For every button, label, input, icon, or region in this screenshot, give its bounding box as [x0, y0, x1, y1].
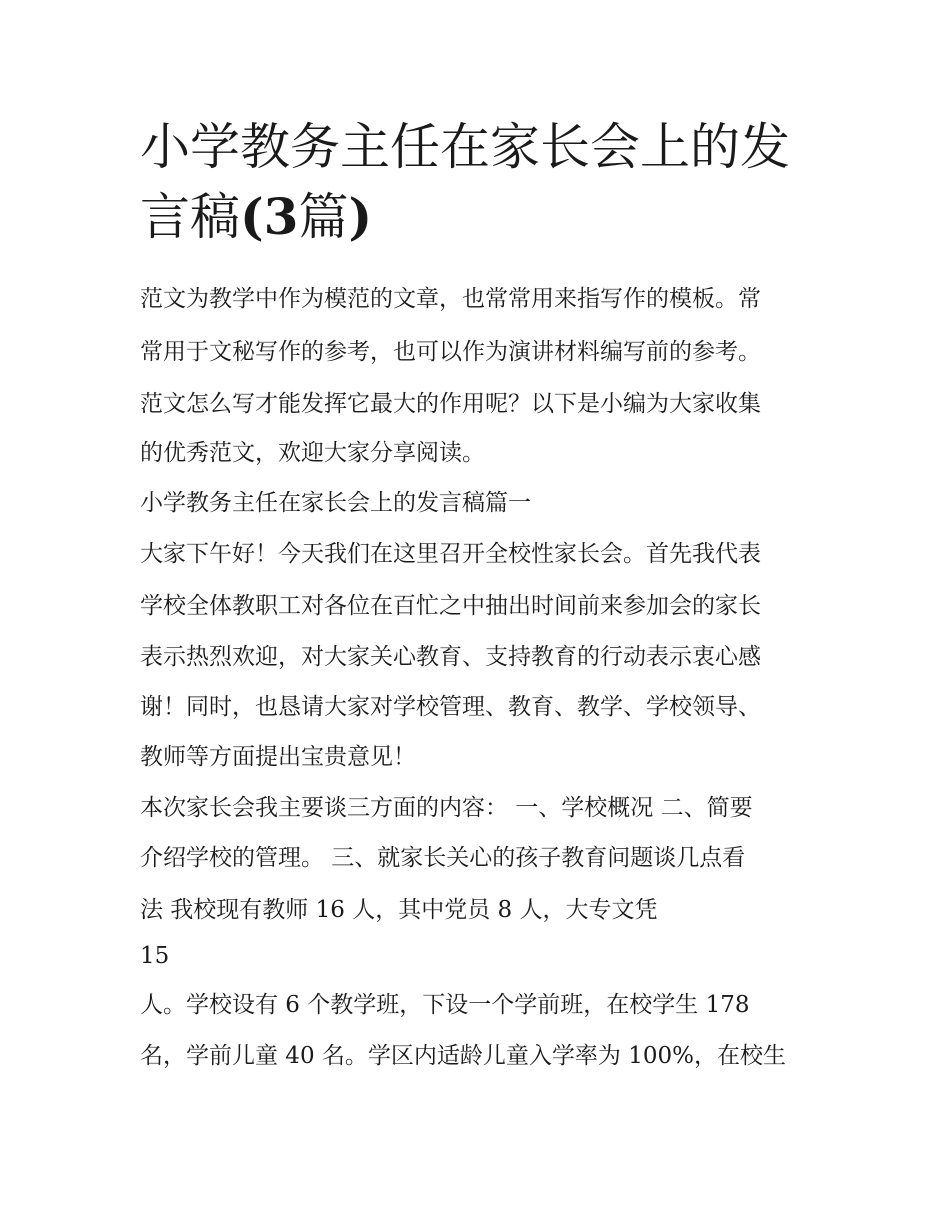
- document-title: [140, 112, 820, 252]
- document-page: [140, 0, 820, 1229]
- body-line-8: 表示热烈欢迎，对大家关心教育、支持教育的行动表示衷心感: [140, 644, 761, 670]
- body-line-6: 大家下午好！今天我们在这里召开全校性家长会。首先我代表: [140, 541, 761, 567]
- title-line-2-mid: 篇: [298, 188, 349, 246]
- section-heading: 小学教务主任在家长会上的发言稿篇一: [140, 490, 531, 516]
- body-line-3: 范文怎么写才能发挥它最大的作用呢？以下是小编为大家收集: [140, 391, 761, 417]
- title-line-1: 小学教务主任在家长会上的发: [140, 118, 790, 176]
- body-line-12: 介绍学校的管理。 三、就家长关心的孩子教育问题谈几点看: [140, 845, 746, 871]
- body-line-16: 名，学前儿童 40 名。学区内适龄儿童入学率为 100%，在校生: [140, 1043, 786, 1069]
- body-line-14: 15: [140, 943, 170, 969]
- body-line-9: 谢！同时，也恳请大家对学校管理、教育、教学、学校领导、: [140, 694, 761, 720]
- body-line-10: 教师等方面提出宝贵意见！: [140, 744, 416, 770]
- body-line-15: 人。学校设有 6 个教学班，下设一个学前班，在校学生 178: [140, 992, 750, 1018]
- title-line-2-number: (3: [240, 187, 299, 246]
- body-line-13: 法 我校现有教师 16 人，其中党员 8 人，大专文凭: [140, 897, 658, 923]
- body-line-1: 范文为教学中作为模范的文章，也常常用来指写作的模板。常: [140, 286, 761, 312]
- title-line-2: [140, 182, 820, 252]
- body-line-2: 常用于文秘写作的参考，也可以作为演讲材料编写前的参考。: [140, 339, 761, 365]
- body-line-11: 本次家长会我主要谈三方面的内容： 一、学校概况 二、简要: [140, 795, 753, 821]
- title-line-2-suffix: ): [348, 187, 373, 246]
- body-line-7: 学校全体教职工对各位在百忙之中抽出时间前来参加会的家长: [140, 593, 761, 619]
- body-line-4: 的优秀范文，欢迎大家分享阅读。: [140, 440, 485, 466]
- title-line-2-prefix: 言稿: [140, 188, 240, 246]
